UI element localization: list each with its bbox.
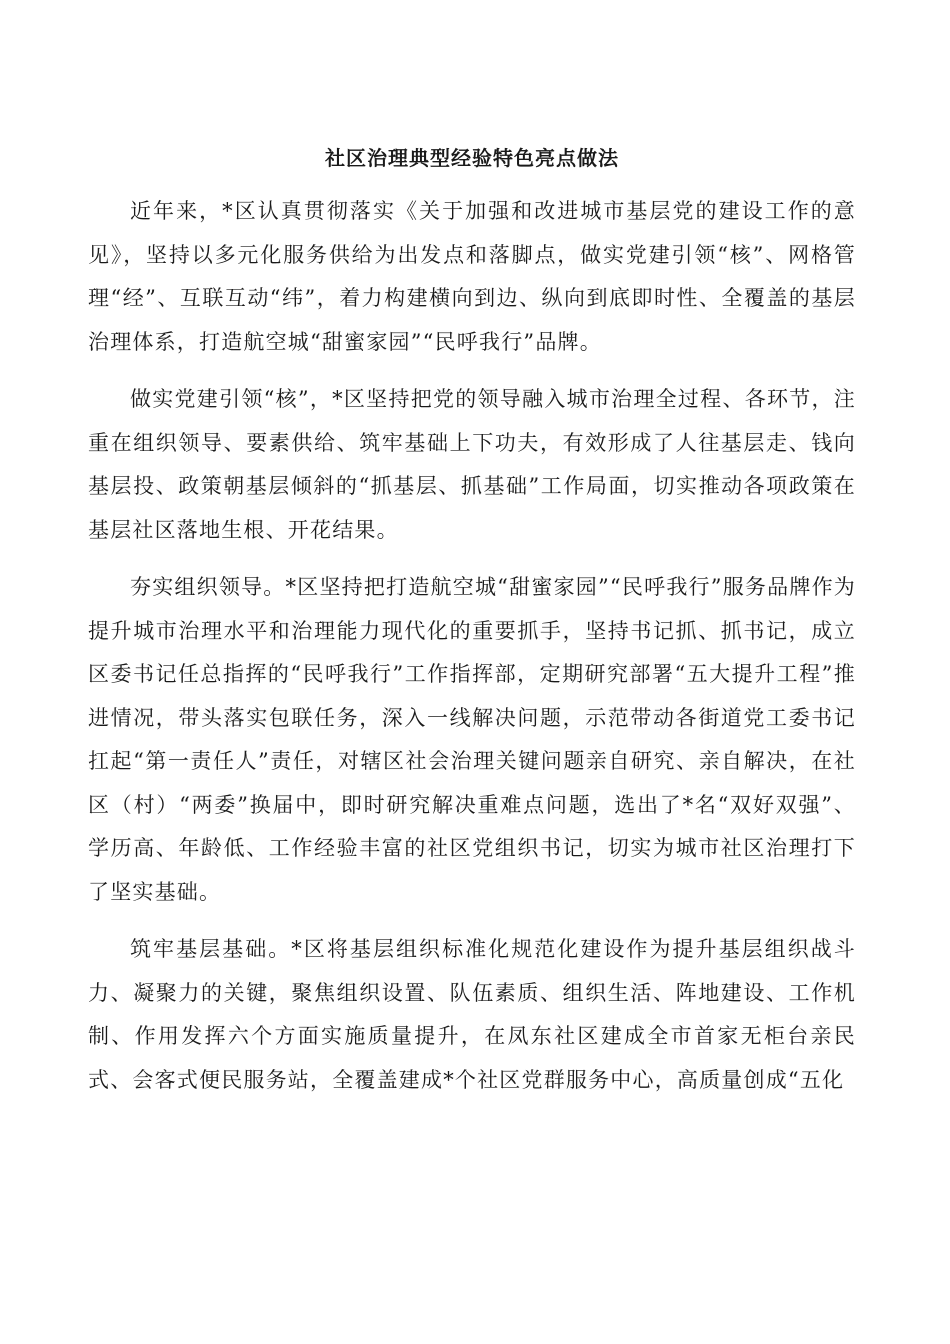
paragraph-intro: 近年来，*区认真贯彻落实《关于加强和改进城市基层党的建设工作的意见》，坚持以多元化服务供给为出发点和落脚点，做实党建引领“核”、网格管理“经”、互联互动“纬”，着力构建横向到边、纵向到底即时性、全覆盖的基层治理体系，打造航空城“甜蜜家园”“民呼我行”品牌。: [88, 199, 856, 354]
document-page: [88, 140, 856, 1116]
paragraph-party-core: 做实党建引领“核”，*区坚持把党的领导融入城市治理全过程、各环节，注重在组织领导、要素供给、筑牢基础上下功夫，有效形成了人往基层走、钱向基层投、政策朝基层倾斜的“抓基层、抓基础”工作局面，切实推动各项政策在基层社区落地生根、开花结果。: [88, 387, 856, 542]
paragraph-organization-leadership: 夯实组织领导。*区坚持把打造航空城“甜蜜家园”“民呼我行”服务品牌作为提升城市治理水平和治理能力现代化的重要抓手，坚持书记抓、抓书记，成立区委书记任总指挥的“民呼我行”工作指挥部，定期研究部署“五大提升工程”推进情况，带头落实包联任务，深入一线解决问题，示范带动各街道党工委书记扛起“第一责任人”责任，对辖区社会治理关键问题亲自研究、亲自解决，在社区（村）“两委”换届中，即时研究解决重难点问题，选出了*名“双好双强”、学历高、年龄低、工作经验丰富的社区党组织书记，切实为城市社区治理打下了坚实基础。: [88, 575, 856, 904]
document-title: 社区治理典型经验特色亮点做法: [325, 146, 619, 170]
paragraph-grassroots-foundation: 筑牢基层基础。*区将基层组织标准化规范化建设作为提升基层组织战斗力、凝聚力的关键，聚焦组织设置、队伍素质、组织生活、阵地建设、工作机制、作用发挥六个方面实施质量提升，在凤东社区建成全市首家无柜台亲民式、会客式便民服务站，全覆盖建成*个社区党群服务中心，高质量创成“五化: [88, 937, 856, 1092]
